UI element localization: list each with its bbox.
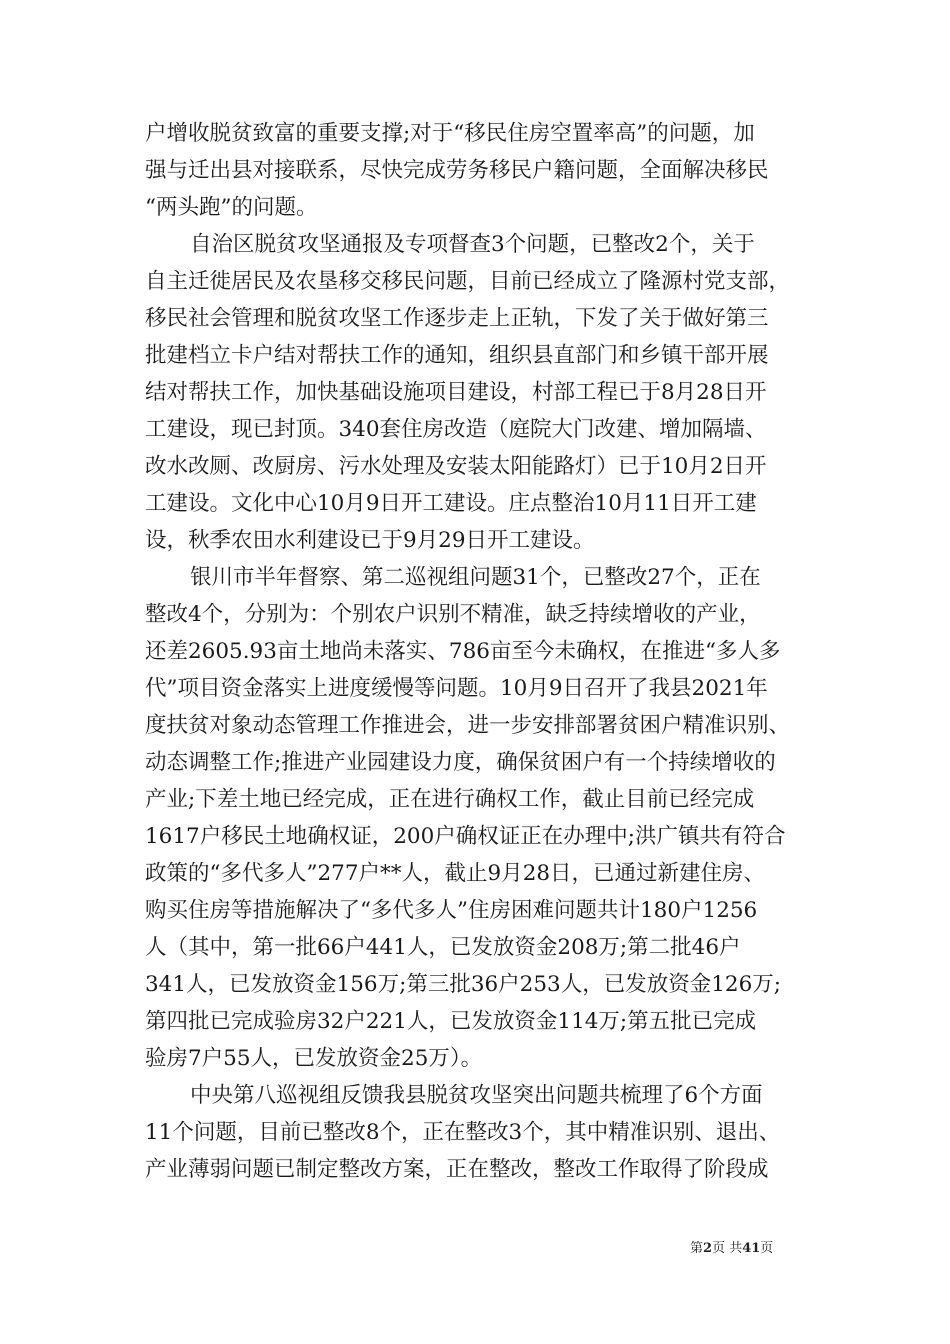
text-line: 动态调整工作;推进产业园建设力度，确保贫困户有一个持续增收的	[145, 750, 776, 775]
text-line: 批建档立卡户结对帮扶工作的通知，组织县直部门和乡镇干部开展	[145, 343, 769, 368]
text-line: 购买住房等措施解决了“多代多人”住房困难问题共计180户1256	[145, 898, 758, 923]
text-line: 工建设。文化中心10月9日开工建设。庄点整治10月11日开工建	[145, 491, 757, 516]
paragraph-start-line: 银川市半年督察、第二巡视组问题31个，已整改27个，正在	[190, 565, 761, 590]
text-line: 第四批已完成验房32户221人，已发放资金114万;第五批已完成	[145, 1009, 757, 1034]
text-line: 还差2605.93亩土地尚未落实、786亩至今未确权，在推进“多人多	[145, 639, 781, 664]
footer-suffix: 页	[760, 1241, 774, 1256]
text-line: 政策的“多代多人”277户**人，截止9月28日，已通过新建住房、	[145, 861, 766, 886]
text-line: 验房7户55人，已发放资金25万）。	[145, 1046, 483, 1071]
footer-prefix: 第	[690, 1241, 704, 1256]
text-line: 结对帮扶工作，加快基础设施项目建设，村部工程已于8月28日开	[145, 380, 767, 405]
text-line: “两头跑”的问题。	[145, 195, 318, 220]
text-line: 整改4个，分别为：个别农户识别不精准，缺乏持续增收的产业，	[145, 602, 761, 627]
paragraph-start-line: 自治区脱贫攻坚通报及专项督查3个问题，已整改2个，关于	[190, 232, 755, 257]
text-line: 11个问题，目前已整改8个，正在整改3个，其中精准识别、退出、	[145, 1120, 781, 1145]
text-line: 代”项目资金落实上进度缓慢等问题。10月9日召开了我县2021年	[145, 676, 768, 701]
paragraph-start-line: 中央第八巡视组反馈我县脱贫攻坚突出问题共梳理了6个方面	[190, 1083, 763, 1108]
text-line: 工建设，现已封顶。340套住房改造（庭院大门改建、增加隔墙、	[145, 417, 767, 442]
text-line: 产业;下差土地已经完成，正在进行确权工作，截止目前已经完成	[145, 787, 755, 812]
text-line: 度扶贫对象动态管理工作推进会，进一步安排部署贫困户精准识别、	[145, 713, 791, 738]
footer-middle: 页 共	[712, 1241, 743, 1256]
total-page-count: 41	[742, 1241, 761, 1256]
text-line: 移民社会管理和脱贫攻坚工作逐步走上正轨，下发了关于做好第三	[145, 306, 769, 331]
text-line: 改水改厕、改厨房、污水处理及安装太阳能路灯）已于10月2日开	[145, 454, 767, 479]
text-line: 产业薄弱问题已制定整改方案，正在整改，整改工作取得了阶段成	[145, 1157, 769, 1182]
text-line: 强与迁出县对接联系，尽快完成劳务移民户籍问题，全面解决移民	[145, 158, 769, 183]
text-line: 1617户移民土地确权证，200户确权证正在办理中;洪广镇共有符合	[145, 824, 786, 849]
page-footer	[690, 1240, 773, 1258]
text-line: 341人，已发放资金156万;第三批36户253人，已发放资金126万;	[145, 972, 781, 997]
text-line: 自主迁徙居民及农垦移交移民问题，目前已经成立了隆源村党支部，	[145, 269, 791, 294]
text-line: 户增收脱贫致富的重要支撑;对于“移民住房空置率高”的问题，加	[145, 121, 755, 146]
text-line: 人（其中，第一批66户441人，已发放资金208万;第二批46户	[145, 935, 741, 960]
text-line: 设，秋季农田水利建设已于9月29日开工建设。	[145, 528, 595, 553]
current-page-number: 2	[703, 1241, 713, 1256]
